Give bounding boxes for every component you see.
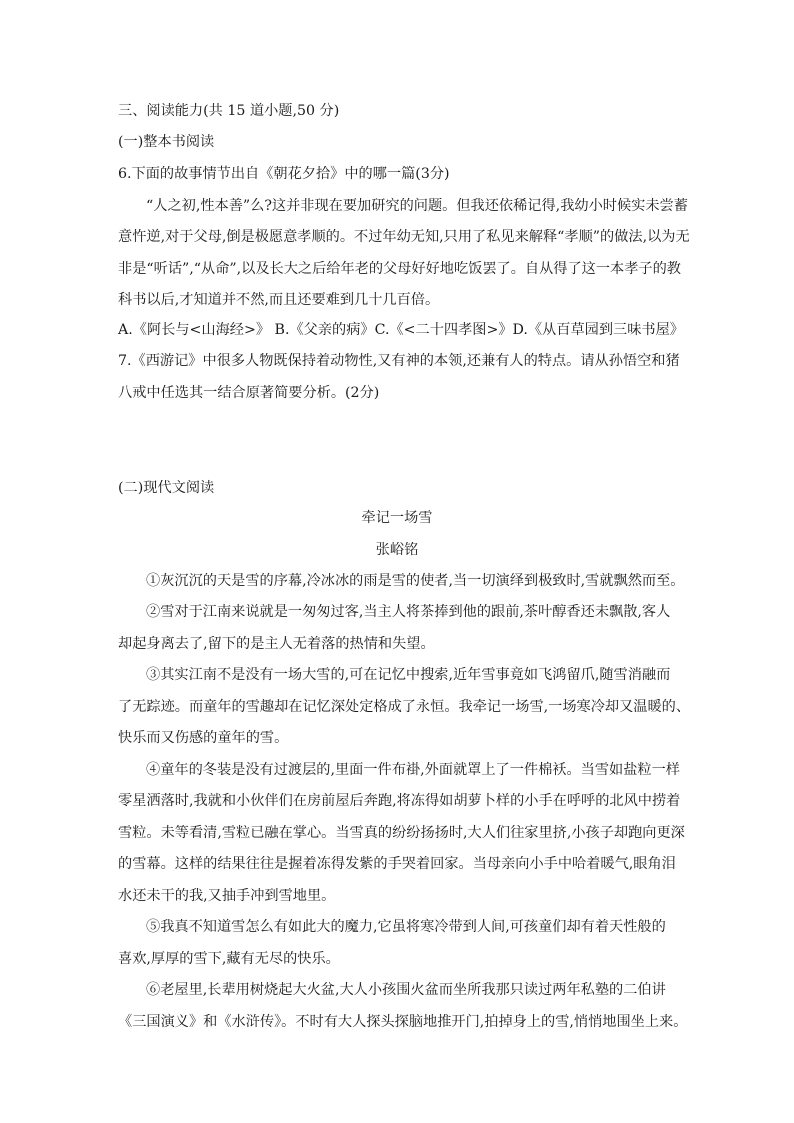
q6-passage-line: 科书以后,才知道并不然,而且还要难到几十几百倍。 [118, 292, 440, 308]
paragraph-line: 的雪幕。这样的结果往往是握着冻得发紫的手哭着回家。当母亲向小手中哈着暖气,眼角泪 [118, 856, 676, 872]
article-title: 牵记一场雪 [361, 510, 433, 526]
question-7-line: 八戒中任选其一结合原著简要分析。(2分) [118, 385, 380, 401]
paragraph-line: 喜欢,厚厚的雪下,藏有无尽的快乐。 [118, 951, 340, 967]
paragraph-line: ⑤我真不知道雪怎么有如此大的魔力,它虽将寒冷带到人间,可孩童们却有着天性般的 [146, 919, 666, 935]
paragraph-line: ⑥老屋里,长辈用树烧起大火盆,大人小孩围火盆而坐所我那只读过两年私塾的二伯讲 [146, 982, 666, 998]
q6-passage-line: “人之初,性本善”么?这并非现在要加研究的问题。但我还依稀记得,我幼小时候实未尝蓄 [146, 198, 688, 214]
question-6-stem: 6.下面的故事情节出自《朝花夕拾》中的哪一篇(3分) [118, 166, 450, 182]
part1-heading: (一)整本书阅读 [118, 134, 215, 150]
article-author: 张峪铭 [375, 542, 419, 558]
paragraph-line: 快乐而又伤感的童年的雪。 [118, 730, 289, 746]
question-6-options: A.《阿长与<山海经>》 B.《父亲的病》C.《<二十四孝图>》D.《从百草园到三味书屋》 [118, 322, 684, 338]
paragraph-line: ②雪对于江南来说就是一匆匆过客,当主人将茶捧到他的跟前,茶叶醇香还未飘散,客人 [146, 604, 671, 620]
paragraph-line: 了无踪迹。而童年的雪趣却在记忆深处定格成了永恒。我牵记一场雪,一场寒冷却又温暖的、 [118, 699, 691, 715]
paragraph-line: 《三国演义》和《水浒传》。不时有大人探头探脑地推开门,拍掉身上的雪,悄悄地围坐上来。 [118, 1014, 688, 1030]
section-heading: 三、阅读能力(共 15 道小题,50 分) [118, 103, 340, 119]
paragraph-line: 零星洒落时,我就和小伙伴们在房前屋后奔跑,将冻得如胡萝卜样的小手在呼呼的北风中捞着 [118, 793, 681, 809]
question-7-line: 7.《西游记》中很多人物既保持着动物性,又有神的本领,还兼有人的特点。请从孙悟空和猪 [118, 353, 680, 369]
paragraph-line: 水还未干的我,又抽手冲到雪地里。 [118, 888, 336, 904]
paragraph-line: ④童年的冬装是没有过渡层的,里面一件布褂,外面就罩上了一件棉袄。当雪如盐粒一样 [146, 762, 680, 778]
q6-passage-line: 非是“听话”,“从命”,以及长大之后给年老的父母好好地吃饭罢了。自从得了这一本孝子的教 [118, 261, 681, 277]
q6-passage-line: 意忤逆,对于父母,倒是极愿意孝顺的。不过年幼无知,只用了私见来解释“孝顺”的做法,以为无 [118, 229, 690, 245]
paragraph-line: ①灰沉沉的天是雪的序幕,冷冰冰的雨是雪的使者,当一切演绎到极致时,雪就飘然而至。 [146, 573, 685, 589]
part2-heading: (二)现代文阅读 [118, 480, 215, 496]
paragraph-line: 却起身离去了,留下的是主人无着落的热情和失望。 [118, 636, 435, 652]
paragraph-line: ③其实江南不是没有一场大雪的,可在记忆中搜索,近年雪事竟如飞鸿留爪,随雪消融而 [146, 667, 671, 683]
paragraph-line: 雪粒。未等看清,雪粒已融在掌心。当雪真的纷纷扬扬时,大人们往家里挤,小孩子却跑向更深 [118, 825, 685, 841]
